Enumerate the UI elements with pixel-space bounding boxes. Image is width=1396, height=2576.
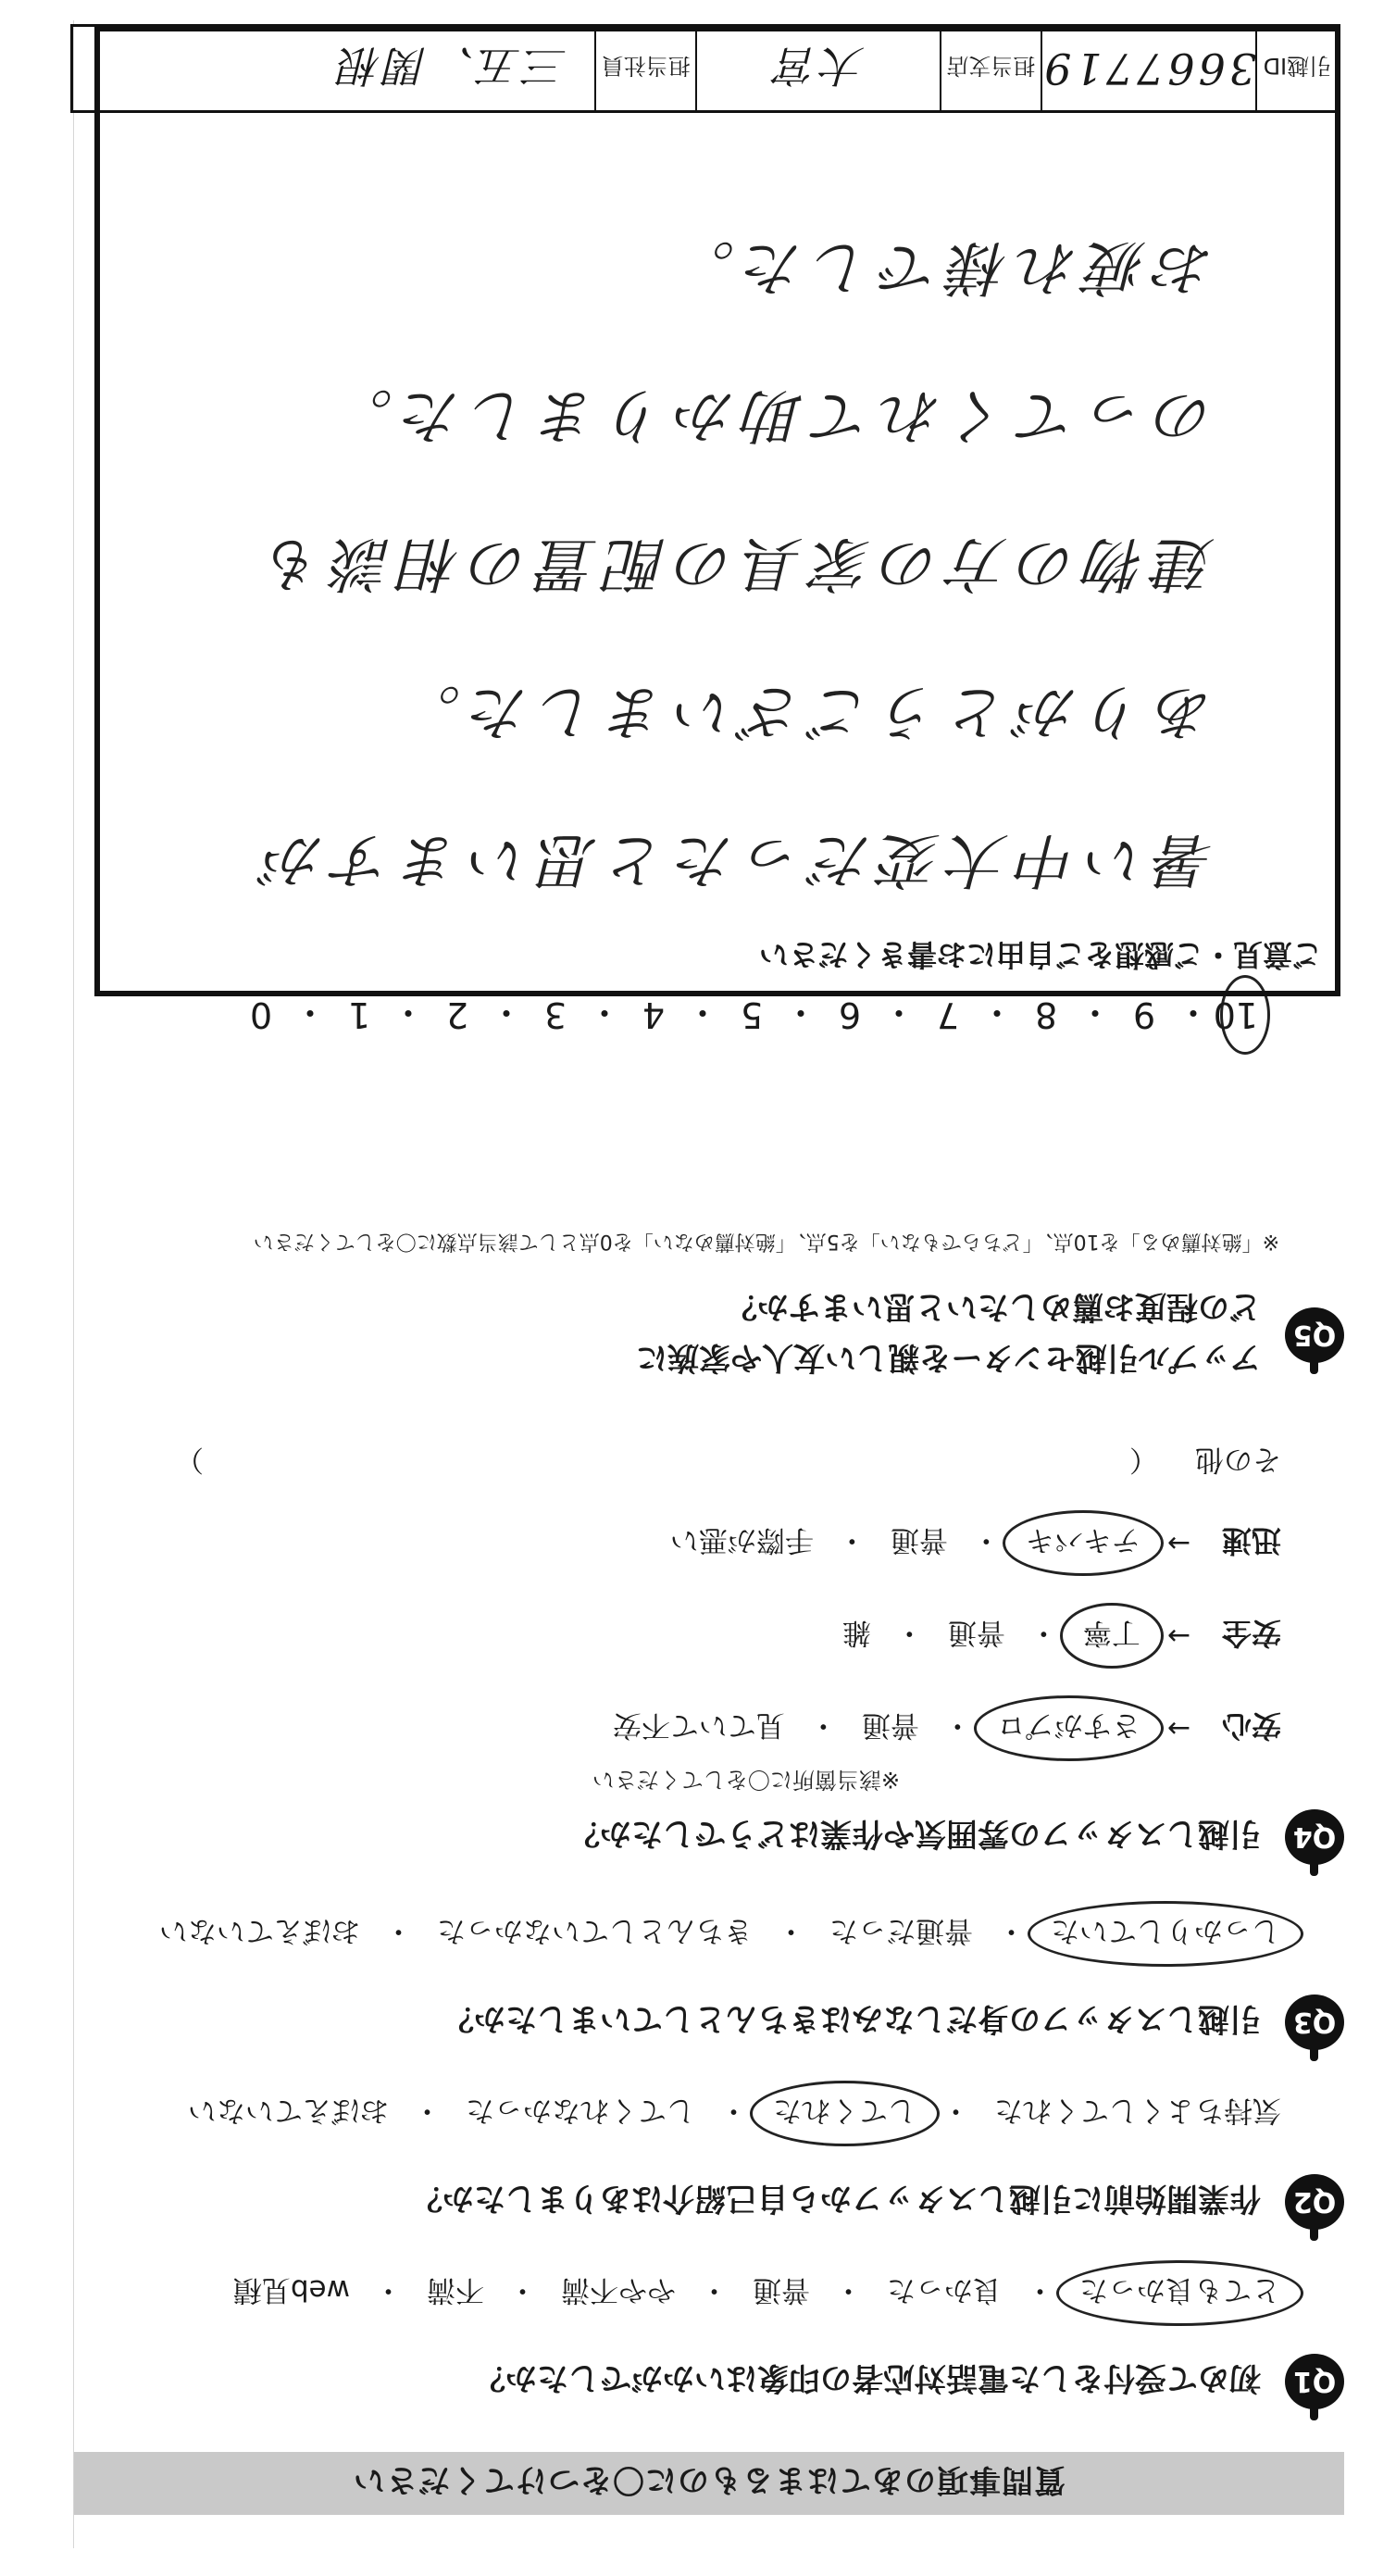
q4-row-label: 迅速 [1221,1523,1281,1559]
question-3 [442,1995,1344,2050]
q1-badge: Q1 [1285,2354,1344,2409]
q5-text-line1: アップル引越センターを親しい友人や家族に [636,1339,1261,1376]
move-id-value: 3667719 [1042,27,1257,110]
q5-score-5[interactable]: 5 [740,994,764,1036]
q4-other-open: （ [1129,1443,1158,1476]
staff-value: 三五、関根 [73,27,596,110]
comment-line: ありがとうございました。 [393,677,1215,745]
q5-score-2[interactable]: 2 [445,994,469,1036]
q2-options: 気持ちよくしてくれた ・ してくれた ・ してくれなかった ・ おぼえていない [188,2092,1281,2135]
q2-option-did[interactable]: してくれた [750,2081,940,2146]
q2-badge: Q2 [1285,2174,1344,2230]
q3-option-neat[interactable]: しっかりしていた [1028,1901,1303,1967]
q3-options: しっかりしていた ・ 普通だった ・ きちんとしていなかった ・ おぼえていない [159,1912,1281,1956]
q4-other-label: その他 [1195,1443,1281,1476]
comment-line: のってくれて助かりました。 [324,381,1215,449]
q1-option-dissatisfied[interactable]: 不満 [427,2273,484,2307]
q5-badge: Q5 [1285,1307,1344,1363]
q4-jinsoku-option-normal[interactable]: 普通 [890,1523,948,1557]
q5-score-10[interactable]: 10 [1220,976,1270,1056]
q4-text: 引越しスタッフの雰囲気や作業はどうでしたか？ [568,1815,1261,1853]
q3-option-dont-remember[interactable]: おぼえていない [159,1914,360,1947]
q1-options: とても良かった ・ 良かった ・ 普通 ・ やや不満 ・ 不満 ・ web見積 [233,2271,1281,2315]
q5-score-4[interactable]: 4 [642,994,666,1036]
q1-option-web-estimate[interactable]: web見積 [232,2273,350,2307]
q3-option-normal[interactable]: 普通だった [829,1914,973,1947]
q4-row-jinsoku: 迅速 → テキパキ ・ 普通 ・ 手際が悪い [670,1521,1281,1565]
staff-info-table [70,24,1340,113]
q5-score-7[interactable]: 7 [936,994,960,1036]
q3-badge: Q3 [1285,1995,1344,2050]
q2-option-did-not[interactable]: してくれなかった [466,2094,695,2127]
branch-value: 大宮 [697,27,941,110]
q4-row-label: 安心 [1221,1708,1281,1744]
q1-option-normal[interactable]: 普通 [753,2273,810,2307]
q5-score-6[interactable]: 6 [838,994,862,1036]
q5-score-3[interactable]: 3 [543,994,567,1036]
q1-option-slightly-dissatisfied[interactable]: やや不満 [561,2273,676,2307]
question-5 [636,1287,1344,1383]
q4-row-anzen: 安全 → 丁寧 ・ 普通 ・ 雑 [842,1614,1281,1657]
question-4 [568,1809,1344,1865]
comments-box[interactable] [94,26,1340,996]
q1-text: 初めて受付をした電話対応者の印象はいかがでしたか？ [474,2359,1261,2397]
branch-label: 担当支店 [941,27,1042,110]
question-2 [411,2174,1344,2230]
q4-row-label: 安全 [1221,1616,1281,1652]
comment-line: お疲れ様でした。 [667,232,1215,301]
q4-note: ※該当箇所に〇をしてください [592,1767,900,1793]
arrow-right-icon: → [1166,1527,1190,1559]
move-id-label: 引越ID [1263,53,1332,80]
comment-line: 建物の方の家具の配置の相談も [256,529,1215,597]
survey-form [73,20,1344,2548]
q4-anzen-option-careful[interactable]: 丁寧 [1060,1603,1164,1669]
q3-text: 引越しスタッフの身だしなみはきちんとしていましたか？ [442,2000,1261,2038]
q4-anshin-option-normal[interactable]: 普通 [861,1708,919,1742]
comments-title: ご意見・ご感想をご自由にお書きください [758,937,1322,972]
q1-option-very-good[interactable]: とても良かった [1056,2260,1303,2326]
q5-note: ※「絶対薦める」を10点、「どちらでもない」を5点、「絶対薦めない」を0点として該当点数に〇をしてください [253,1230,1279,1253]
instruction-banner: 質問事項のあてはまるものに〇をつけてください [74,2452,1344,2515]
q4-anshin-option-pro[interactable]: さすがプロ [974,1695,1164,1761]
arrow-right-icon: → [1166,1712,1190,1744]
q4-anzen-option-rough[interactable]: 雑 [841,1616,871,1649]
q4-anzen-option-normal[interactable]: 普通 [947,1616,1005,1649]
q5-scale: 10 ・ 9 ・ 8 ・ 7 ・ 6 ・ 5 ・ 4 ・ 3 ・ 2 ・ 1 ・ 0 [248,990,1261,1041]
q2-text: 作業開始前に引越しスタッフから自己紹介はありましたか？ [411,2180,1261,2218]
question-1 [474,2354,1344,2409]
q2-option-dont-remember[interactable]: おぼえていない [188,2094,389,2127]
staff-label: 担当社員 [596,27,697,110]
q4-other-row [175,1442,1281,1483]
q5-score-0[interactable]: 0 [249,994,273,1036]
q5-score-9[interactable]: 9 [1132,994,1156,1036]
q5-text-line2: どの程度お薦めしたいと思いますか？ [726,1288,1261,1325]
q5-text [636,1287,1261,1383]
q4-jinsoku-option-clumsy[interactable]: 手際が悪い [669,1523,814,1557]
q5-score-8[interactable]: 8 [1034,994,1058,1036]
q4-badge: Q4 [1285,1809,1344,1865]
q4-anshin-option-anxious[interactable]: 見ていて不安 [612,1708,785,1742]
q1-option-good[interactable]: 良かった [887,2273,1002,2307]
q3-option-not-neat[interactable]: きちんとしていなかった [437,1914,753,1947]
q4-other-close: ） [175,1443,204,1476]
arrow-right-icon: → [1166,1619,1190,1652]
q4-row-anshin: 安心 → さすがプロ ・ 普通 ・ 見ていて不安 [613,1707,1281,1750]
q5-score-1[interactable]: 1 [347,994,371,1036]
comment-line: 暑い中大変だったと思いますが [256,825,1215,894]
q4-jinsoku-option-quick[interactable]: テキパキ [1003,1510,1164,1576]
q2-option-pleasant[interactable]: 気持ちよくしてくれた [994,2094,1281,2127]
